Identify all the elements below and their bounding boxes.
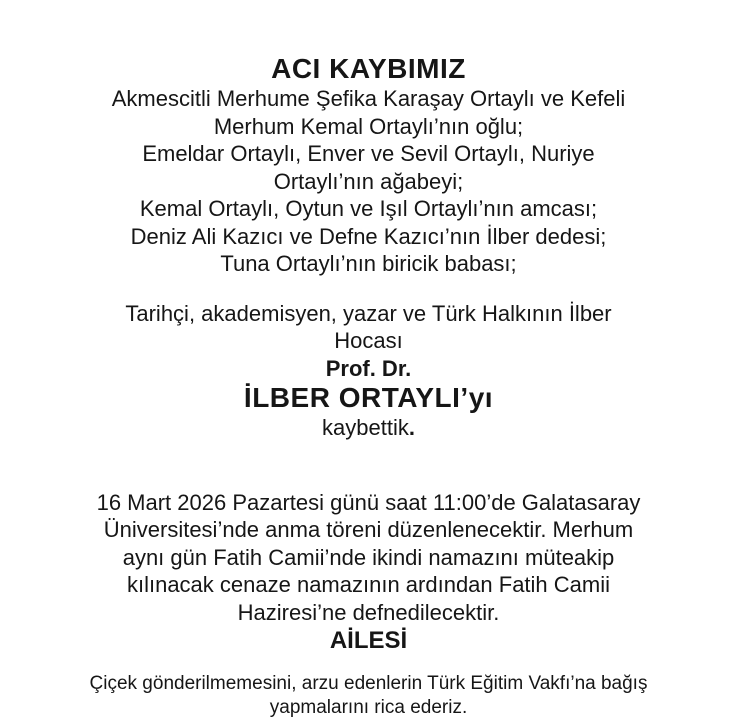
family-line: Ortaylı’nın ağabeyi; [273,168,464,194]
tribute-line: Hocası [334,328,403,353]
ceremony-line: kılınacak cenaze namazının ardından Fatih Camii [126,572,611,597]
ceremony-line: Üniversitesi’nde anma töreni düzenlenecektir. Merhum [103,517,634,542]
family-line: Tuna Ortaylı’nın biricik babası; [220,251,517,276]
donation-note-line: yapmalarını rica ederiz. [269,697,468,718]
family-relations-block [0,85,737,278]
family-line: Emeldar Ortaylı, Enver ve Sevil Ortaylı, Nuriye [142,141,595,166]
announcement-title: ACI KAYBIMIZ [271,53,466,84]
closing-period: . [408,415,415,440]
spacer [0,656,737,672]
ceremony-line: Haziresi’ne defnedilecektir. [237,599,500,625]
deceased-name: İLBER ORTAYLI’yı [243,382,494,413]
donation-note-line: Çiçek gönderilmemesini, arzu edenlerin Türk Eğitim Vakfı’na bağış [89,673,648,694]
family-signature: AİLESİ [329,627,408,654]
family-line: Akmescitli Merhume Şefika Karaşay Ortaylı ve Kefeli [111,86,626,111]
tribute-line: Tarihçi, akademisyen, yazar ve Türk Halkının İlber [125,300,612,326]
closing-line [0,414,737,442]
ceremony-line: 16 Mart 2026 Pazartesi günü saat 11:00’de Galatasaray [96,489,641,515]
spacer [0,442,737,489]
spacer [0,278,737,300]
family-line: Merhum Kemal Ortaylı’nın oğlu; [213,113,524,139]
family-line: Kemal Ortaylı, Oytun ve Işıl Ortaylı’nın amcası; [139,196,598,221]
family-line: Deniz Ali Kazıcı ve Defne Kazıcı’nın İlber dedesi; [130,223,607,249]
ceremony-line: aynı gün Fatih Camii’nde ikindi namazını müteakip [122,544,615,570]
closing-word: kaybettik [322,415,409,440]
donation-note-block [0,672,737,720]
tribute-block [0,300,737,442]
ceremony-block [0,489,737,657]
academic-title: Prof. Dr. [325,355,412,381]
